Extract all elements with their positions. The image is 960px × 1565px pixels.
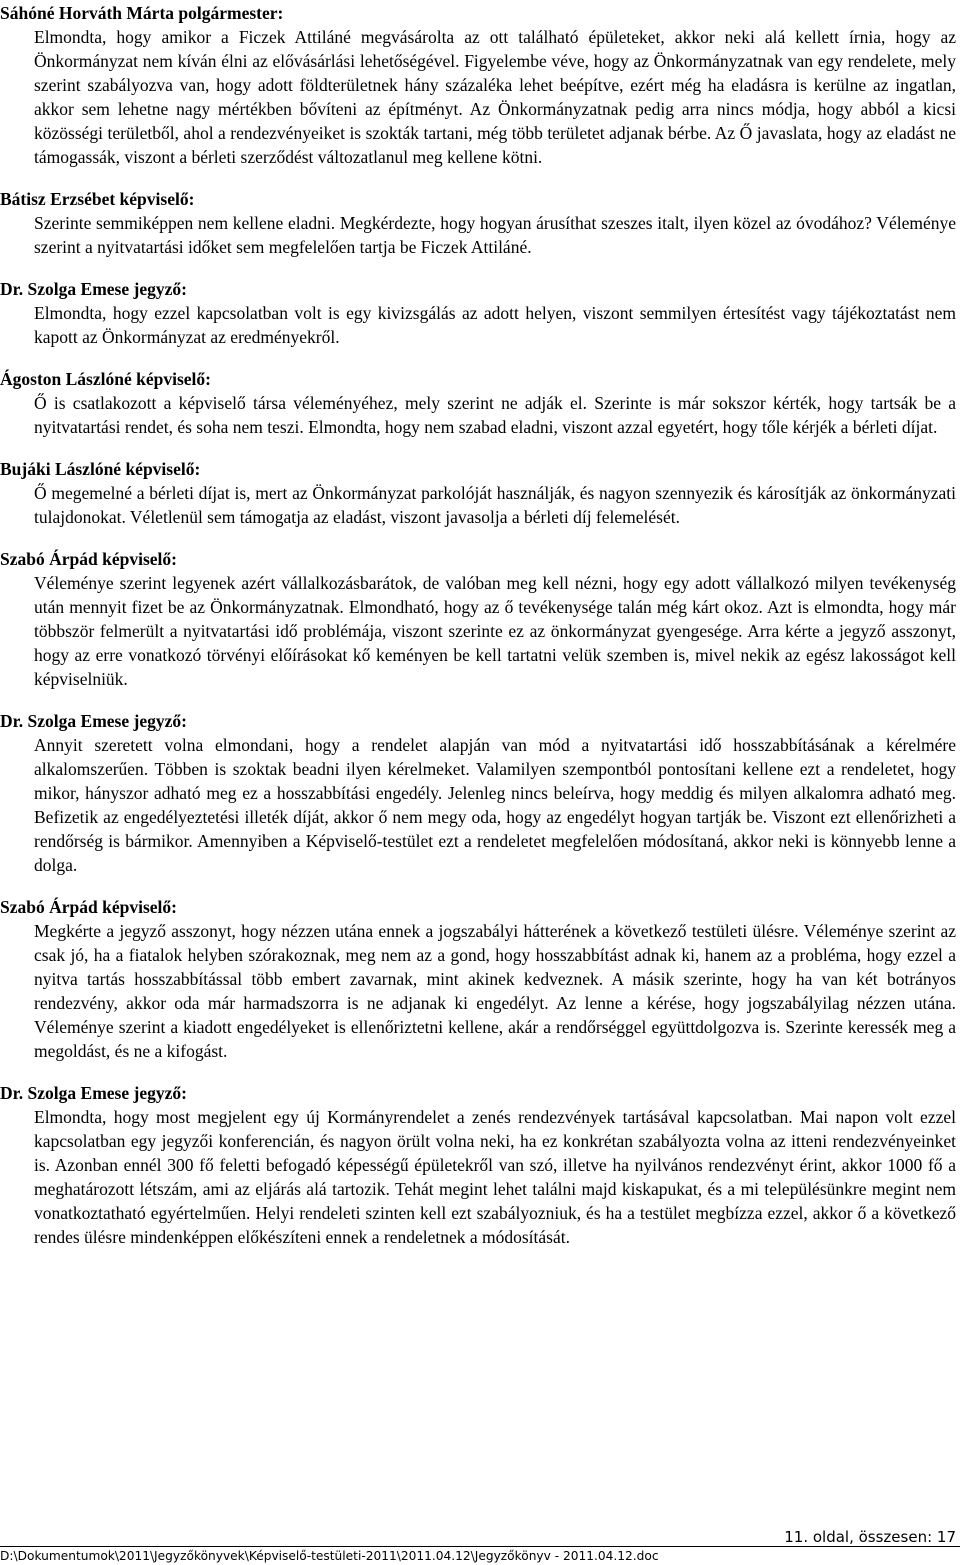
speech-block	[0, 1080, 956, 1249]
speech-text: Megkérte a jegyző asszonyt, hogy nézzen utána ennek a jogszabályi hátterének a következő testületi ülésre. Véleménye szerint az csak jó, ha a fiatalok helyben szórakoznak, meg nem az a gond, hogy hosszabbítást adnak ki, hanem az a probléma, hogy ezzel a nyitva tartás hosszabbítással több embert zavarnak, mint akinek kedveznek. A másik szerinte, hogy ha van két botrányos rendezvény, akkor oda már harmadszorra is ne adjanak ki engedélyt. Az lenne a kérése, hogy jogszabályilag nézzen utána. Véleménye szerint a kiadott engedélyeket is ellenőriztetni kellene, akár a rendőrséggel együttdolgozva is. Szerinte keressék meg a megoldást, és ne a kifogást.	[34, 921, 956, 1061]
speech-block	[0, 546, 956, 691]
speech-block	[0, 708, 956, 877]
speech-text: Ő megemelné a bérleti díjat is, mert az Önkormányzat parkolóját használják, és nagyon szennyezik és károsítják az önkormányzati tulajdonokat. Véletlenül sem támogatja az eladást, viszont javasolja a bérleti díj felemelését.	[34, 483, 956, 527]
speech-text: Elmondta, hogy ezzel kapcsolatban volt is egy kivizsgálás az adott helyen, viszont semmilyen értesítést vagy tájékoztatást nem kapott az Önkormányzat az eredményekről.	[34, 303, 956, 347]
speaker-name: Bujáki Lászlóné képviselő:	[0, 459, 201, 479]
speaker-name: Dr. Szolga Emese jegyző:	[0, 711, 187, 731]
speech-text: Elmondta, hogy most megjelent egy új Kormányrendelet a zenés rendezvények tartásával kapcsolatban. Mai napon volt ezzel kapcsolatban egy jegyzői konferencián, és nagyon örült volna neki, ha ez konkrétan szabályozta volna az itteni rendezvényeinket is. Azonban ennél 300 fő feletti befogadó képességű épületekről van szó, illetve ha nyilvános rendezvényt érint, akkor 1000 fő a meghatározott létszám, ami az eljárás alá tartozik. Tehát megint lehet találni majd kiskapukat, és a mi településünkre megint nem vonatkoztatható egyértelműen. Helyi rendeleti szinten kell ezt szabályozniuk, és ha a testület megbízza ezzel, akkor ő a következő rendes ülésre mindenképpen előkészíteni ennek a rendeletnek a módosítását.	[34, 1107, 956, 1247]
speech-text: Szerinte semmiképpen nem kellene eladni. Megkérdezte, hogy hogyan árusíthat szeszes italt, ilyen közel az óvodához? Véleménye szerint a nyitvatartási időket sem megfelelően tartja be Ficzek Attiláné.	[34, 213, 956, 257]
speech-block	[0, 186, 956, 259]
page-number: 11. oldal, összesen: 17	[784, 1528, 956, 1546]
footer-divider	[0, 1546, 960, 1547]
speech-block	[0, 456, 956, 529]
footer-file-path: D:\Dokumentumok\2011\Jegyzőkönyvek\Képviselő-testületi-2011\2011.04.12\Jegyzőkönyv - 2011.04.12.doc	[0, 1549, 659, 1563]
speech-block	[0, 0, 956, 169]
speech-text: Elmondta, hogy amikor a Ficzek Attiláné megvásárolta az ott található épületeket, akkor neki alá kellett írnia, hogy az Önkormányzat nem kíván élni az elővásárlási lehetőségével. Figyelembe véve, hogy az Önkormányzatnak van egy rendelete, mely szerint szabályozva van, hogy adott földterületnek hány százaléka lehet beépítve, ezért még ha eladásra is kerülne az ingatlan, akkor sem lehetne nagy mértékben bővíteni az építményt. Az Önkormányzatnak pedig arra nincs módja, hogy abból a kicsi közösségi területből, ahol a rendezvényeiket is szokták tartani, még több területet adjanak bérbe. Az Ő javaslata, hogy az eladást ne támogassák, viszont a bérleti szerződést változatlanul meg kellene kötni.	[34, 27, 956, 167]
speech-block	[0, 276, 956, 349]
speech-block	[0, 366, 956, 439]
speech-block	[0, 894, 956, 1063]
speaker-name: Szabó Árpád képviselő:	[0, 897, 177, 917]
speech-text: Annyit szeretett volna elmondani, hogy a rendelet alapján van mód a nyitvatartási idő hosszabbításának a kérelmére alkalomszerűen. Többen is szoktak beadni ilyen kérelmeket. Valamilyen szempontból pontosítani kellene ezt a rendeletet, hogy mikor, hányszor adható meg ez a hosszabbítási engedély. Jelenleg nincs beleírva, hogy meddig és milyen alkalomra adható meg. Befizetik az engedélyeztetési illeték díját, akkor ő nem megy oda, hogy az engedélyt hogyan tartják be. Viszont ezt ellenőrizheti a rendőrség is bármikor. Amennyiben a Képviselő-testület ezt a rendeletet megfelelően módosítaná, akkor neki is könnyebb lenne a dolga.	[34, 735, 956, 875]
speaker-name: Bátisz Erzsébet képviselő:	[0, 189, 195, 209]
speaker-name: Dr. Szolga Emese jegyző:	[0, 279, 187, 299]
speaker-name: Szabó Árpád képviselő:	[0, 549, 177, 569]
speaker-name: Sáhóné Horváth Márta polgármester:	[0, 3, 284, 23]
speech-text: Véleménye szerint legyenek azért vállalkozásbarátok, de valóban meg kell nézni, hogy egy adott vállalkozó milyen tevékenység után mennyit fizet be az Önkormányzatnak. Elmondható, hogy az ő tevékenysége talán még kárt okoz. Azt is elmondta, hogy már többször felmerült a nyitvatartási idő problémája, viszont szerinte ez az önkormányzat gyengesége. Arra kérte a jegyző asszonyt, hogy az erre vonatkozó törvényi előírásokat kő keményen be kell tartatni velük szemben is, mivel nekik az egész lakosságot kell képviselniük.	[34, 573, 956, 689]
speaker-name: Ágoston Lászlóné képviselő:	[0, 369, 211, 389]
speaker-name: Dr. Szolga Emese jegyző:	[0, 1083, 187, 1103]
speech-text: Ő is csatlakozott a képviselő társa véleményéhez, mely szerint ne adják el. Szerinte is már sokszor kérték, hogy tartsák be a nyitvatartási rendet, és soha nem teszi. Elmondta, hogy nem szabad eladni, viszont azzal egyetért, hogy tőle kérjék a bérleti díjat.	[34, 393, 956, 437]
